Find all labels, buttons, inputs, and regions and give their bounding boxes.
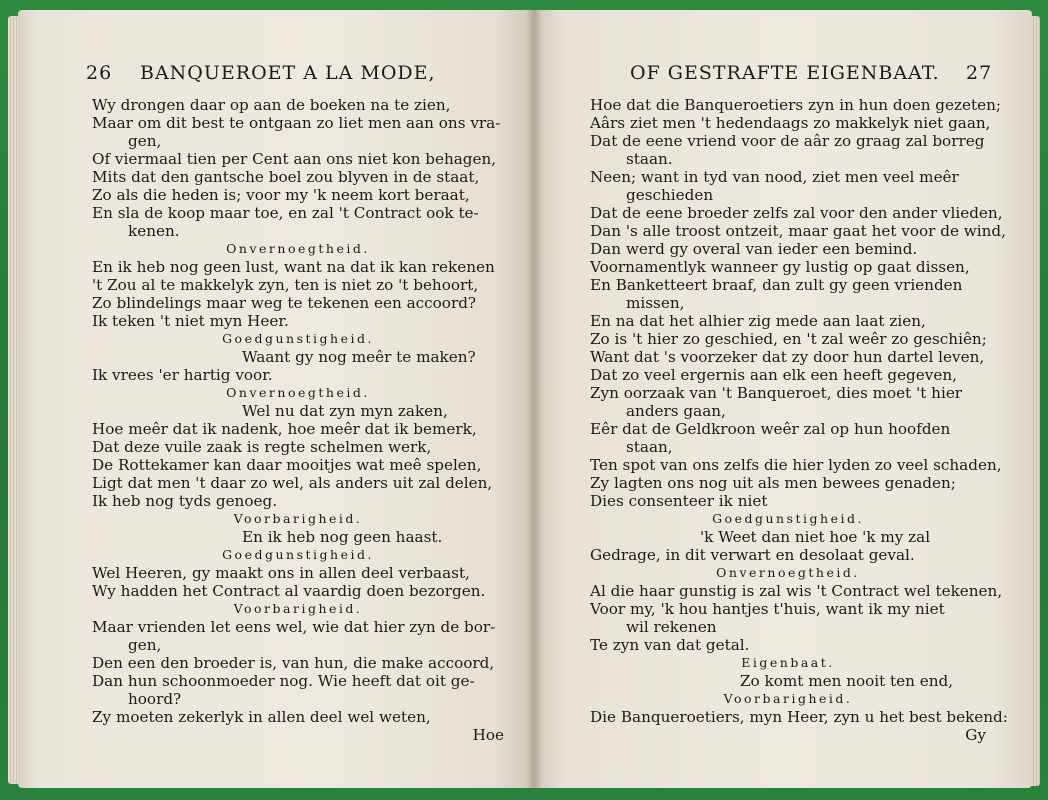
text-line: Wy drongen daar op aan de boeken na te zien, <box>92 96 451 114</box>
text-line: staan, <box>626 438 673 456</box>
text-line: Dat de eene vriend voor de aâr zo graag zal borreg <box>590 132 985 150</box>
text-line: Dan hun schoonmoeder nog. Wie heeft dat oit ge- <box>92 672 475 690</box>
text-line: Zyn oorzaak van 't Banqueroet, dies moet 't hier <box>590 384 963 402</box>
text-line: Ten spot van ons zelfs die hier lyden zo veel schaden, <box>590 456 1002 474</box>
text-line: gen, <box>128 636 162 654</box>
text-line: Waant gy nog meêr te maken? <box>242 348 476 366</box>
text-line: gen, <box>128 132 162 150</box>
text-line: kenen. <box>128 222 180 240</box>
page-number: 26 <box>86 62 113 84</box>
text-line: En na dat het alhier zig mede aan laat zien, <box>590 312 926 330</box>
text-line: Zo als die heden is; voor my 'k neem kort beraat, <box>92 186 470 204</box>
speaker-name: Onvernoegtheid. <box>226 385 370 400</box>
text-line: Hoe meêr dat ik nadenk, hoe meêr dat ik bemerk, <box>92 420 477 438</box>
catchword: Hoe <box>472 726 504 744</box>
running-head: OF GESTRAFTE EIGENBAAT. <box>630 62 940 84</box>
speaker-name: Goedgunstigheid. <box>222 331 374 346</box>
book-gutter <box>526 10 542 788</box>
text-line: Voor my, 'k hou hantjes t'huis, want ik my niet <box>590 600 945 618</box>
text-line: Voornamentlyk wanneer gy lustig op gaat dissen, <box>590 258 970 276</box>
text-line: Al die haar gunstig is zal wis 't Contract wel tekenen, <box>590 582 1003 600</box>
text-line: Mits dat den gantsche boel zou blyven in de staat, <box>92 168 480 186</box>
text-line: Dat de eene broeder zelfs zal voor den ander vlieden, <box>590 204 1003 222</box>
text-line: Den een den broeder is, van hun, die make accoord, <box>92 654 495 672</box>
text-line: Want dat 's voorzeker dat zy door hun dartel leven, <box>590 348 985 366</box>
text-line: Wel nu dat zyn myn zaken, <box>242 402 448 420</box>
text-line: En Banketteert braaf, dan zult gy geen vrienden <box>590 276 963 294</box>
text-line: Te zyn van dat getal. <box>590 636 750 654</box>
text-line: Ik heb nog tyds genoeg. <box>92 492 278 510</box>
text-line: geschieden <box>626 186 714 204</box>
text-line: Ik vrees 'er hartig voor. <box>92 366 273 384</box>
text-line: anders gaan, <box>626 402 726 420</box>
text-line: Of viermaal tien per Cent aan ons niet kon behagen, <box>92 150 497 168</box>
text-line: Dan werd gy overal van ieder een bemind. <box>590 240 918 258</box>
text-line: Ik teken 't niet myn Heer. <box>92 312 289 330</box>
text-line: Wel Heeren, gy maakt ons in allen deel verbaast, <box>92 564 470 582</box>
text-line: wil rekenen <box>626 618 717 636</box>
text-line: Zy lagten ons nog uit als men bewees genaden; <box>590 474 956 492</box>
speaker-name: Onvernoegtheid. <box>226 241 370 256</box>
text-line: Zo blindelings maar weg te tekenen een accoord? <box>92 294 477 312</box>
text-line: En ik heb nog geen haast. <box>242 528 443 546</box>
text-line: Hoe dat die Banqueroetiers zyn in hun doen gezeten; <box>590 96 1001 114</box>
text-line: Die Banqueroetiers, myn Heer, zyn u het best bekend: <box>590 708 1008 726</box>
text-line: Dan 's alle troost ontzeit, maar gaat het voor de wind, <box>590 222 1006 240</box>
page-text <box>590 96 1008 744</box>
text-line: Aârs ziet men 't hedendaags zo makkelyk niet gaan, <box>590 114 991 132</box>
text-line: staan. <box>626 150 673 168</box>
text-line: Dies consenteer ik niet <box>590 492 768 510</box>
text-line: Ligt dat men 't daar zo wel, als anders uit zal delen, <box>92 474 493 492</box>
page-number: 27 <box>966 62 993 84</box>
text-line: Wy hadden het Contract al vaardig doen bezorgen. <box>92 582 486 600</box>
text-line: Maar vrienden let eens wel, wie dat hier zyn de bor- <box>92 618 496 636</box>
right-page <box>534 10 1032 788</box>
text-line: missen, <box>626 294 685 312</box>
text-line: Dat zo veel ergernis aan elk een heeft gegeven, <box>590 366 957 384</box>
text-line: Eêr dat de Geldkroon weêr zal op hun hoofden <box>590 420 951 438</box>
text-line: Zo is 't hier zo geschied, en 't zal weêr zo geschiên; <box>590 330 987 348</box>
text-line: De Rottekamer kan daar mooitjes wat meê spelen, <box>92 456 482 474</box>
text-line: Zy moeten zekerlyk in allen deel wel weten, <box>92 708 431 726</box>
text-line: hoord? <box>128 690 182 708</box>
left-page <box>18 10 534 788</box>
page-text <box>92 96 504 744</box>
text-line: Dat deze vuile zaak is regte schelmen werk, <box>92 438 432 456</box>
text-line: En ik heb nog geen lust, want na dat ik kan rekenen <box>92 258 495 276</box>
text-line: Gedrage, in dit verwart en desolaat geval. <box>590 546 915 564</box>
text-line: Maar om dit best te ontgaan zo liet men aan ons vra- <box>92 114 501 132</box>
catchword: Gy <box>965 726 986 744</box>
speaker-name: Voorbarigheid. <box>233 601 363 616</box>
text-line: Zo komt men nooit ten end, <box>740 672 954 690</box>
speaker-name: Goedgunstigheid. <box>712 511 864 526</box>
speaker-name: Voorbarigheid. <box>723 691 853 706</box>
text-line: 't Zou al te makkelyk zyn, ten is niet zo 't behoort, <box>92 276 479 294</box>
speaker-name: Onvernoegtheid. <box>716 565 860 580</box>
speaker-name: Goedgunstigheid. <box>222 547 374 562</box>
speaker-name: Voorbarigheid. <box>233 511 363 526</box>
text-line: 'k Weet dan niet hoe 'k my zal <box>700 528 931 546</box>
running-head: BANQUEROET A LA MODE, <box>140 62 436 84</box>
text-line: En sla de koop maar toe, en zal 't Contract ook te- <box>92 204 479 222</box>
text-line: Neen; want in tyd van nood, ziet men veel meêr <box>590 168 959 186</box>
speaker-name: Eigenbaat. <box>741 655 835 670</box>
